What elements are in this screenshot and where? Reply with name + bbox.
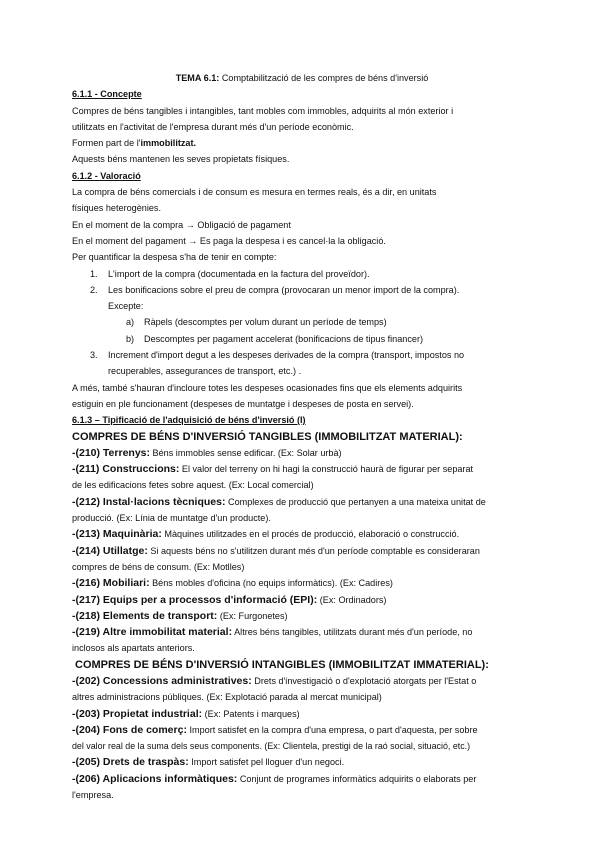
- paragraph-line: La compra de béns comercials i de consum es mesura en termes reals, és a dir, en unitats: [72, 187, 437, 198]
- account-code: -(216) Mobiliari:: [72, 577, 150, 590]
- section-heading-concepte: 6.1.1 - Concepte: [72, 89, 142, 100]
- account-entry: [72, 445, 532, 461]
- sub-list-item: [72, 331, 532, 347]
- tangibles-heading: COMPRES DE BÉNS D'INVERSIÓ TANGIBLES (IMMOBILITZAT MATERIAL):: [72, 430, 463, 443]
- page-title: [72, 70, 532, 86]
- account-description-continuation: l'empresa.: [72, 790, 114, 801]
- account-description-continuation: inclosos als apartats anteriors.: [72, 643, 195, 654]
- list-subheading: Excepte:: [108, 301, 144, 312]
- account-code: -(203) Propietat industrial:: [72, 707, 203, 720]
- account-entry: [72, 722, 532, 738]
- paragraph-line: Per quantificar la despesa s'ha de tenir en compte:: [72, 252, 277, 263]
- account-code: -(205) Drets de traspàs:: [72, 756, 189, 769]
- list-number: 1.: [90, 268, 98, 279]
- account-description: El valor del terreny on hi hagi la construcció haurà de figurar per separat: [179, 464, 474, 475]
- account-description-continuation: producció. (Ex: Línia de muntatge d'un producte).: [72, 513, 271, 524]
- list-text: L'import de la compra (documentada en la factura del proveïdor).: [108, 268, 370, 279]
- account-code: -(206) Aplicacions informàtiques:: [72, 772, 238, 785]
- title-text: Comptabilització de les compres de béns d'inversió: [219, 73, 429, 83]
- paragraph-line: A més, també s'hauran d'incloure totes les despeses ocasionades fins que els elements adquirits: [72, 382, 463, 393]
- paragraph-line: En el moment del pagament → Es paga la despesa i es cancel·la la obligació.: [72, 235, 386, 246]
- sub-list-text: Ràpels (descomptes per volum durant un període de temps): [144, 317, 387, 328]
- account-entry: [72, 494, 532, 510]
- account-entry: [72, 543, 532, 559]
- account-description: Béns mobles d'oficina (no equips informàtics). (Ex: Cadires): [149, 578, 393, 589]
- account-description: (Ex: Ordinadors): [317, 594, 387, 605]
- account-description: Complexes de producció que pertanyen a una mateixa unitat de: [225, 496, 486, 507]
- account-description: Béns immobles sense edificar. (Ex: Solar urbà): [150, 447, 342, 458]
- section-heading-tipificacio: 6.1.3 – Tipificació de l'adquisició de béns d'inversió (I): [72, 415, 306, 426]
- account-code: -(213) Maquinària:: [72, 528, 162, 541]
- list-number: 2.: [90, 284, 98, 295]
- title-prefix: TEMA 6.1:: [175, 73, 220, 83]
- sub-list-item: [72, 314, 532, 330]
- account-code: -(219) Altre immobilitat material:: [72, 626, 233, 639]
- sub-list-text: Descomptes per pagament accelerat (bonificacions de tipus financer): [144, 333, 424, 344]
- text-segment: Formen part de l': [72, 138, 141, 149]
- account-code: -(214) Utillatge:: [72, 544, 148, 557]
- account-description: (Ex: Furgonetes): [217, 610, 288, 621]
- account-code: -(202) Concessions administratives:: [72, 674, 252, 687]
- intangibles-heading: COMPRES DE BÉNS D'INVERSIÓ INTANGIBLES (IMMOBILITZAT IMMATERIAL):: [75, 658, 489, 671]
- paragraph-line: estiguin en ple funcionament (despeses de muntatge i despeses de posta en servei).: [72, 398, 414, 409]
- account-description: Import satisfet en la compra d'una empresa, o part d'aquesta, per sobre: [186, 724, 478, 735]
- paragraph-line: Aquests béns mantenen les seves propietats físiques.: [72, 154, 290, 165]
- bold-term: immobilitzat.: [140, 138, 197, 149]
- list-text: Les bonificacions sobre el preu de compra (provocaran un menor import de la compra).: [108, 284, 460, 295]
- paragraph-line: utilitzats en l'activitat de l'empresa durant més d'un període econòmic.: [72, 121, 354, 132]
- paragraph-line: físiques heterogènies.: [72, 203, 161, 214]
- account-description: Drets d'investigació o d'explotació atorgats per l'Estat o: [251, 675, 477, 686]
- account-entry: [72, 608, 532, 624]
- account-description: Altres béns tangibles, utilitzats durant més d'un període, no: [232, 627, 473, 638]
- list-item: [72, 282, 532, 298]
- sub-list-letter: b): [126, 333, 135, 344]
- account-entry: [72, 592, 532, 608]
- account-description-continuation: del valor real de la suma dels seus components. (Ex: Clientela, prestigi de la raó social, situació, etc.): [72, 741, 471, 752]
- paragraph-line: Compres de béns tangibles i intangibles, tant mobles com immobles, adquirits al món exterior i: [72, 105, 454, 116]
- sub-list-letter: a): [126, 317, 135, 328]
- list-item: [72, 266, 532, 282]
- account-description-continuation: compres de béns de consum. (Ex: Motlles): [72, 561, 245, 572]
- account-entry: [72, 754, 532, 770]
- account-description-continuation: de les edificacions fetes sobre aquest. (Ex: Local comercial): [72, 480, 314, 491]
- account-code: -(218) Elements de transport:: [72, 609, 218, 622]
- paragraph-line: [72, 135, 532, 151]
- account-entry: [72, 624, 532, 640]
- section-heading-valoracio: 6.1.2 - Valoració: [72, 170, 141, 181]
- account-entry: [72, 575, 532, 591]
- account-entry: [72, 771, 532, 787]
- account-entry: [72, 706, 532, 722]
- account-description: Conjunt de programes informàtics adquirits o elaborats per: [237, 773, 477, 784]
- account-description: Import satisfet pel lloguer d'un negoci.: [188, 757, 345, 768]
- document-page: [72, 70, 532, 803]
- account-description: (Ex: Patents i marques): [202, 708, 300, 719]
- list-item: [72, 347, 532, 363]
- account-description: Si aquests béns no s'utilitzen durant més d'un període comptable es consideraran: [147, 545, 480, 556]
- list-text: Increment d'import degut a les despeses derivades de la compra (transport, impostos no: [108, 350, 465, 361]
- account-entry: [72, 526, 532, 542]
- account-entry: [72, 673, 532, 689]
- account-entry: [72, 461, 532, 477]
- account-code: -(211) Construccions:: [72, 463, 180, 476]
- account-description: Màquines utilitzades en el procés de producció, elaboració o construcció.: [161, 529, 460, 540]
- account-code: -(210) Terrenys:: [72, 446, 151, 459]
- account-code: -(204) Fons de comerç:: [72, 723, 187, 736]
- account-description-continuation: altres administracions públiques. (Ex: Explotació parada al mercat municipal): [72, 692, 382, 703]
- list-item-continuation: recuperables, assegurances de transport, etc.) .: [108, 366, 302, 377]
- account-code: -(212) Instal·lacions tècniques:: [72, 495, 226, 508]
- list-number: 3.: [90, 350, 98, 361]
- account-code: -(217) Equips per a processos d'informació (EPI):: [72, 593, 318, 606]
- paragraph-line: En el moment de la compra → Obligació de pagament: [72, 219, 291, 230]
